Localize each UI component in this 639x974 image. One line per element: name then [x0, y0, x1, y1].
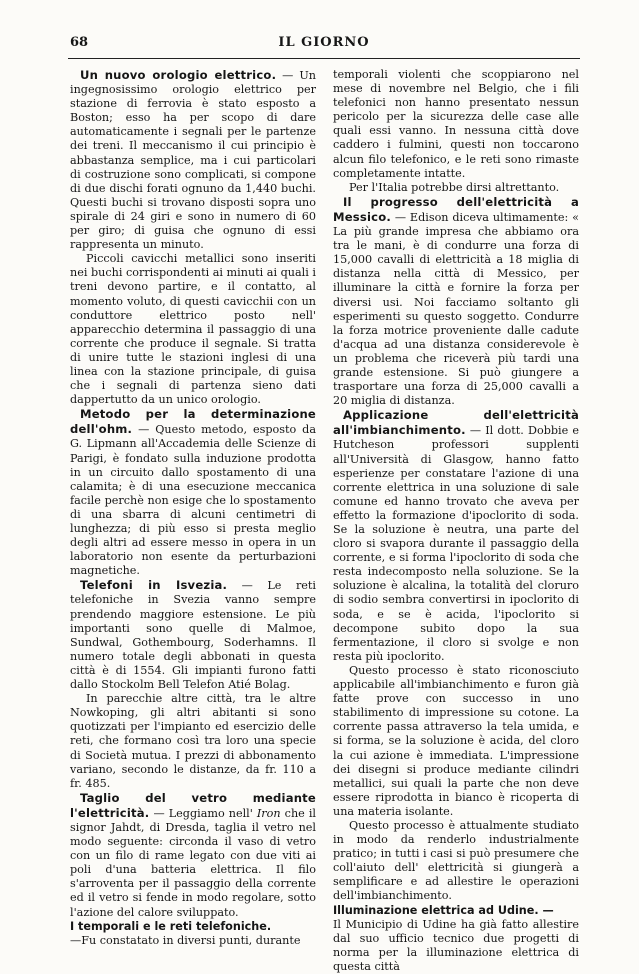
header-rule [68, 58, 580, 59]
heading-vetro: Taglio del vetro mediante l'elettricità. [70, 790, 316, 820]
paragraph-text: Piccoli cavicchi metallici sono inseriti nei buchi corrispondenti ai minuti ai quali i treni devono partire, e il contatto, al momento voluto, di questi cavicchii con un conduttore elettrico posto nell' apparecchio determina il passaggio di una corrente che produce il segnale. Si tratta di unire tutte le stazioni inglesi di una linea con la stazione principale, di guisa che i segnali di partenza sieno dati dappertutto da un unico orologio. [70, 252, 316, 407]
paragraph-text: — Edison diceva ultimamente: « La più grande impresa che abbiamo ora tra le mani, è di condurre una forza di 15,000 cavalli di elettricità a 18 miglia di distanza nella città di Messico, per illuminare la città e fornire la forza per diversi usi. Noi facciamo soltanto gli esperimenti su questo soggetto. Condurre la forza motrice proveniente dalle cadute d'acqua ad una distanza considerevole è un problema che riceverà più tardi una grande estensione. Si può giungere a trasportare una forza di 25,000 cavalli a 20 miglia di distanza. [333, 210, 579, 408]
heading-ohm: Metodo per la determinazione dell'ohm. [70, 407, 316, 437]
heading-imbianchimento: Applicazione dell'elettricità all'imbianchimento. [333, 408, 579, 438]
paragraph-text: —Fu constatato in diversi punti, durante [70, 933, 301, 947]
article-orologio [70, 68, 316, 252]
paragraph-text: — Il dott. Dobbie e Hutcheson professori supplenti all'Università di Glasgow, hanno fatto esperienze per constatare l'azione di una corrente elettrica in una soluzione di sale comune ed hanno trovato che aveva per effetto la formazione d'ipoclorito di soda. Se la soluzione è neutra, una parte del cloro si svapora durante il passaggio della corrente, e si forma l'ipoclorito di soda che resta indecomposto nella soluzione. Se la soluzione è alcalina, la totalità del cloruro di sodio sembra convertirsi in ipoclorito di soda, e se è acida, l'ipoclorito si decompone subito dopo la sua fermentazione, il cloro si svolge e non resta più ipoclorito. [333, 424, 579, 663]
paragraph-text: — Le reti telefoniche in Svezia vanno sempre prendendo maggiore estensione. Le più importanti sono quelle di Malmoe, Sundwal, Gothembourg, Soderhamns. Il numero totale degli abbonati in questa città è di 1554. Gli impianti furono fatti dallo Stockolm Bell Telefon Atié Bolag. [70, 579, 316, 692]
article-imbianchimento [333, 408, 579, 664]
paragraph-text: Per l'Italia potrebbe dirsi altrettanto. [349, 180, 560, 194]
page-number: 68 [70, 35, 89, 50]
heading-dash: — [538, 903, 554, 917]
article-ohm [70, 407, 316, 578]
article-messico [333, 195, 579, 408]
heading-udine-wrap [333, 904, 579, 918]
paragraph-text: — Leggiamo nell' [149, 806, 257, 820]
paragraph-text: — Questo metodo, esposto da G. Lipmann all'Accademia delle Scienze di Parigi, è fondato sulla induzione prodotta in un circuito dallo spostamento di una calamita; è di una esecuzione meccanica facile perchè non esige che lo spostamento di una sbarra di alcuni centimetri di lunghezza; di più esso si presta meglio degli altri ad essere messo in opera in un laboratorio non esente da perturbazioni magnetiche. [70, 423, 316, 578]
paragraph-text: In parecchie altre città, tra le altre Nowkoping, gli altri abitanti si sono quotizzati per l'impianto ed esercizio delle reti, che formano così tra loro una specie di Società mutua. I prezzi di abbonamento variano, secondo le distanze, da fr. 110 a fr. 485. [70, 692, 316, 790]
page-header [70, 35, 578, 55]
right-column [333, 68, 579, 974]
paragraph-text: Questo processo è stato riconosciuto applicabile all'imbianchimento e furon già fatte prove con successo in uno stabilimento di impressione su cotone. La corrente passa attraverso la tela umida, e si forma, se la soluzione è acida, del cloro la cui azione è immediata. L'impressione dei disegni si produce mediante cilindri metallici, sui quali la parte che non deve essere riprodotta in bianco è ricoperta di una materia isolante. [333, 663, 579, 818]
heading-telefoni: Telefoni in Isvezia. [80, 578, 228, 593]
paragraph-text: Questo processo è attualmente studiato in modo da renderlo industrialmente pratico; in tutti i casi si può presumere che coll'aiuto dell' elettricità si giungerà a semplificare e ad allestire le operazioni dell'imbianchimento. [333, 818, 579, 903]
heading-temporali: I temporali e le reti telefoniche. [70, 919, 272, 933]
heading-messico: Il progresso dell'elettricità a Messico. [333, 194, 579, 224]
running-title: IL GIORNO [278, 35, 370, 50]
left-column [70, 68, 316, 948]
paragraph-text: che il signor Jahdt, di Dresda, taglia il vetro nel modo seguente: circonda il vaso di vetro con un filo di rame legato con due viti ai poli d'una batteria elettrica. Il filo s'arroventa per il passaggio della corrente ed il vetro si fende in modo regolare, sotto l'azione del calore sviluppato. [70, 806, 316, 919]
heading-udine: Illuminazione elettrica ad Udine. [333, 903, 539, 917]
paragraph-text: Il Municipio di Udine ha già fatto allestire dal suo ufficio tecnico due progetti di norma per la illuminazione elettrica di questa città [333, 917, 579, 973]
paragraph-text: temporali violenti che scoppiarono nel mese di novembre nel Belgio, che i fili telefonici non hanno presentato nessun pericolo per la sicurezza delle case alle quali essi vanno. In nessuna città dove caddero i fulmini, questi non toccarono alcun filo telefonico, e le reti sono rimaste completamente intatte. [333, 68, 579, 180]
italic-source: Iron [256, 806, 281, 820]
paragraph-text: — Un ingegnosissimo orologio elettrico per stazione di ferrovia è stato esposto a Boston; esso ha per scopo di dare automaticamente i segnali per le partenze dei treni. Il meccanismo il cui principio è abbastanza semplice, ma i cui particolari di costruzione sono complicati, si compone di due dischi forati ognuno da 1,440 buchi. Questi buchi si trovano disposti sopra uno spirale di 24 giri e sono in numero di 60 per giro; di guisa che ognuno di essi rappresenta un minuto. [70, 69, 316, 252]
article-vetro [70, 791, 316, 920]
heading-orologio: Un nuovo orologio elettrico. [80, 68, 277, 82]
article-telefoni [70, 578, 316, 692]
